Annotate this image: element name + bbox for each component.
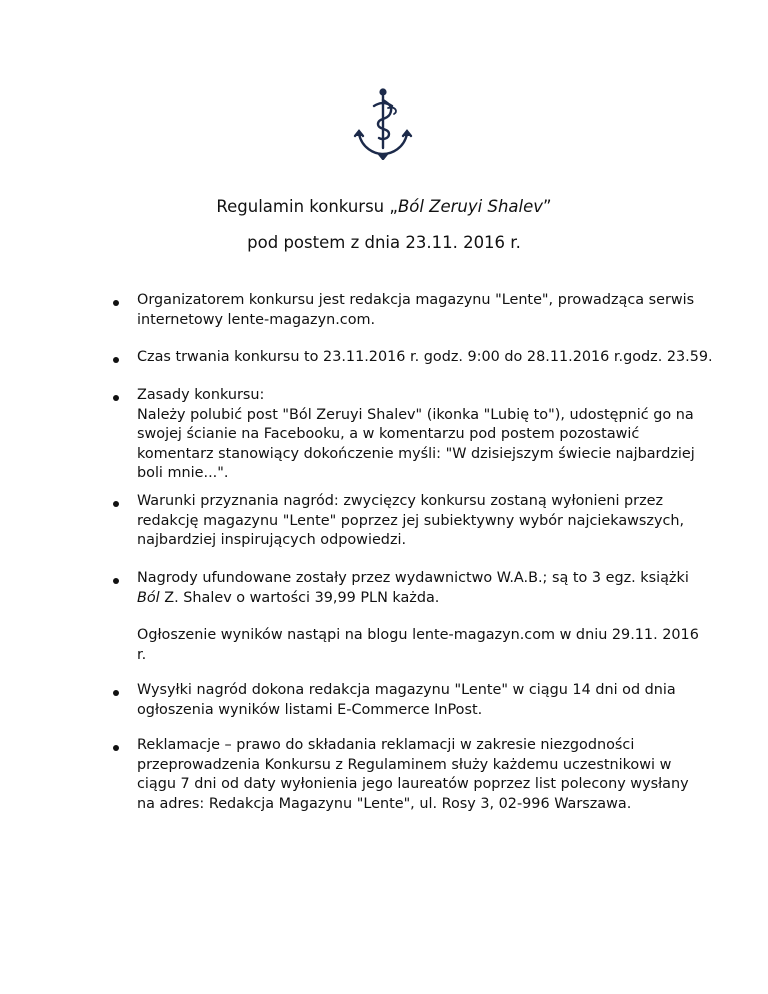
rule-line [137,589,677,609]
rule-line: redakcję magazynu "Lente" poprzez jej subiektywny wybór najciekawszych, [137,512,685,529]
rule-line: na adres: Redakcja Magazynu "Lente", ul. Rosy 3, 02-996 Warszawa. [137,795,632,812]
bullet-6 [113,690,119,696]
rule-line: Zasady konkursu: [137,387,265,403]
rule-line: komentarz stanowiący dokończenie myśli: "W dzisiejszym świecie najbardziej [137,445,695,462]
rule-line: Reklamacje – prawo do składania reklamacji w zakresie niezgodności [137,737,635,753]
bullet-1 [113,300,119,306]
rule-line: ciągu 7 dni od daty wyłonienia jego laureatów poprzez list polecony wysłany [137,776,689,792]
bullet-2 [113,357,119,363]
rule-line: Czas trwania konkursu to 23.11.2016 r. godz. 9:00 do 28.11.2016 r.godz. 23.59. [137,349,713,365]
rule-item-complaints [137,736,689,814]
anchor-with-figure-icon [352,86,414,160]
bullet-5 [113,578,119,584]
rule-line: ogłoszenia wyników listami E-Commerce InPost. [137,701,483,718]
bullet-7 [113,745,119,751]
results-announcement [137,626,699,665]
rule-line: internetowy lente-magazyn.com. [137,311,376,328]
rule-item-duration [137,348,713,368]
title-suffix: ” [543,197,552,216]
bullet-3 [113,395,119,401]
rule-line: r. [137,646,147,663]
bullet-4 [113,501,119,507]
page-subtitle: pod postem z dnia 23.11. 2016 r. [247,233,521,252]
rule-line: Organizatorem konkursu jest redakcja magazynu "Lente", prowadząca serwis [137,292,695,308]
book-title: Ból [137,589,160,606]
rule-item-rules [137,386,695,484]
rule-item-prizes [137,569,689,608]
rule-item-organizer [137,291,695,330]
rule-item-awards-conditions [137,492,685,551]
rule-line: boli mnie...". [137,465,229,481]
title-book-name: Ból Zeruyi Shalev [397,197,544,216]
rule-line: najbardziej inspirujących odpowiedzi. [137,532,407,548]
rule-line: Ogłoszenie wyników nastąpi na blogu lente-magazyn.com w dniu 29.11. 2016 [137,627,699,643]
title-prefix: Regulamin konkursu „ [216,197,398,216]
rule-line: przeprowadzenia Konkursu z Regulaminem służy każdemu uczestnikowi w [137,756,672,773]
rule-line: Należy polubić post "Ból Zeruyi Shalev" (ikonka "Lubię to"), udostępnić go na [137,406,694,423]
rule-line: swojej ścianie na Facebooku, a w komentarzu pod postem pozostawić [137,426,640,442]
rule-line: Nagrody ufundowane zostały przez wydawnictwo W.A.B.; są to 3 egz. książki [137,570,689,586]
rule-line-rest: Z. Shalev o wartości 39,99 PLN każda. [159,589,440,606]
rule-item-shipping [137,681,677,720]
rule-line: Wysyłki nagród dokona redakcja magazynu "Lente" w ciągu 14 dni od dnia [137,682,676,698]
rule-line: Warunki przyznania nagród: zwycięzcy konkursu zostaną wyłonieni przez [137,493,664,509]
page-title [0,197,768,216]
